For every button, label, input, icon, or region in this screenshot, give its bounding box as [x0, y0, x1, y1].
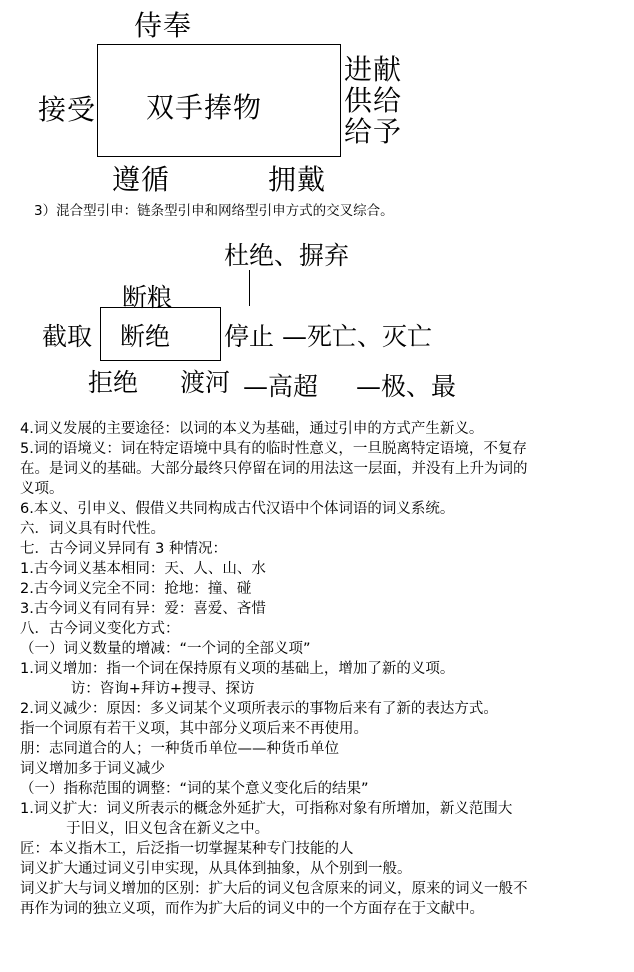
text-line: 词义增加多于词义减少: [20, 761, 165, 777]
text-line: 2.词义减少：原因：多义词某个义项所表示的事物后来有了新的表达方式。: [20, 701, 498, 717]
text-line: 七．古今词义异同有 3 种情况：: [20, 541, 227, 557]
diagram2-center-label: 断绝: [120, 322, 171, 351]
text-line: 1.词义扩大：词义所表示的概念外延扩大，可指称对象有所增加，新义范围大: [20, 801, 513, 817]
text-line: 6.本义、引申义、假借义共同构成古代汉语中个体词语的词义系统。: [20, 501, 455, 517]
text-line: 3.古今词义有同有异：爱：喜爱、吝惜: [20, 601, 266, 617]
diagram1-right-label: 进献: [344, 53, 403, 86]
text-line: 八．古今词义变化方式：: [20, 621, 180, 637]
diagram2-bottom-label: 拒绝: [88, 368, 139, 397]
text-line: （一）指称范围的调整：“词的某个意义变化后的结果”: [20, 781, 369, 797]
text-line: 1.古今词义基本相同：天、人、山、水: [20, 561, 266, 577]
diagram2-bottom-label: 渡河: [180, 368, 231, 397]
diagram2-right-label: 停止 —死亡、灭亡: [224, 322, 432, 351]
diagram1-right-label: 给予: [344, 115, 403, 148]
diagram2-top-label: 杜绝、摒弃: [224, 241, 350, 270]
text-line: 义项。: [20, 481, 64, 497]
text-line: （一）词义数量的增减：“一个词的全部义项”: [20, 641, 311, 657]
diagram1-right-labels: [344, 54, 402, 147]
diagram1-bottom-right-label: 拥戴: [268, 163, 327, 196]
text-line: 指一个词原有若干义项，其中部分义项后来不再使用。: [20, 721, 368, 737]
diagram1-left-label: 接受: [38, 93, 97, 126]
text-line: 2.古今词义完全不同：抢地：撞、碰: [20, 581, 252, 597]
text-line: 匠：本义指木工，后泛指一切掌握某种专门技能的人: [20, 841, 354, 857]
text-line: 4.词义发展的主要途径：以词的本义为基础，通过引申的方式产生新义。: [20, 421, 484, 437]
diagram2-above-box-label: 断粮: [122, 283, 173, 312]
diagram2-bottom-label: —极、最: [356, 372, 457, 401]
diagram1-center-label: 双手捧物: [146, 91, 263, 124]
diagram2-bottom-label: —高超: [243, 372, 319, 401]
diagram2-connector-line: [249, 270, 250, 306]
diagram2-left-label: 截取: [42, 322, 93, 351]
text-line: 5.词的语境义：词在特定语境中具有的临时性意义，一旦脱离特定语境，不复存: [20, 441, 527, 457]
text-line: 再作为词的独立义项，而作为扩大后的词义中的一个方面存在于文献中。: [20, 901, 484, 917]
mixed-extension-intro: 3）混合型引申：链条型引申和网络型引申方式的交叉综合。: [34, 203, 394, 219]
diagram1-right-label: 供给: [344, 84, 403, 117]
diagram1-bottom-left-label: 遵循: [112, 163, 171, 196]
text-line: 1.词义增加：指一个词在保持原有义项的基础上，增加了新的义项。: [20, 661, 455, 677]
text-line: 词义扩大与词义增加的区别：扩大后的词义包含原来的词义，原来的词义一般不: [20, 881, 528, 897]
text-line: 六．词义具有时代性。: [20, 521, 165, 537]
diagram1-top-label: 侍奉: [134, 9, 193, 42]
text-line: 词义扩大通过词义引申实现，从具体到抽象，从个别到一般。: [20, 861, 412, 877]
document-body: [20, 419, 620, 919]
text-line: 于旧义，旧义包含在新义之中。: [20, 821, 270, 837]
text-line: 访：咨询+拜访+搜寻、探访: [20, 681, 255, 697]
text-line: 在。是词义的基础。大部分最终只停留在词的用法这一层面，并没有上升为词的: [20, 461, 528, 477]
text-line: 朋：志同道合的人；一种货币单位——种货币单位: [20, 741, 339, 757]
